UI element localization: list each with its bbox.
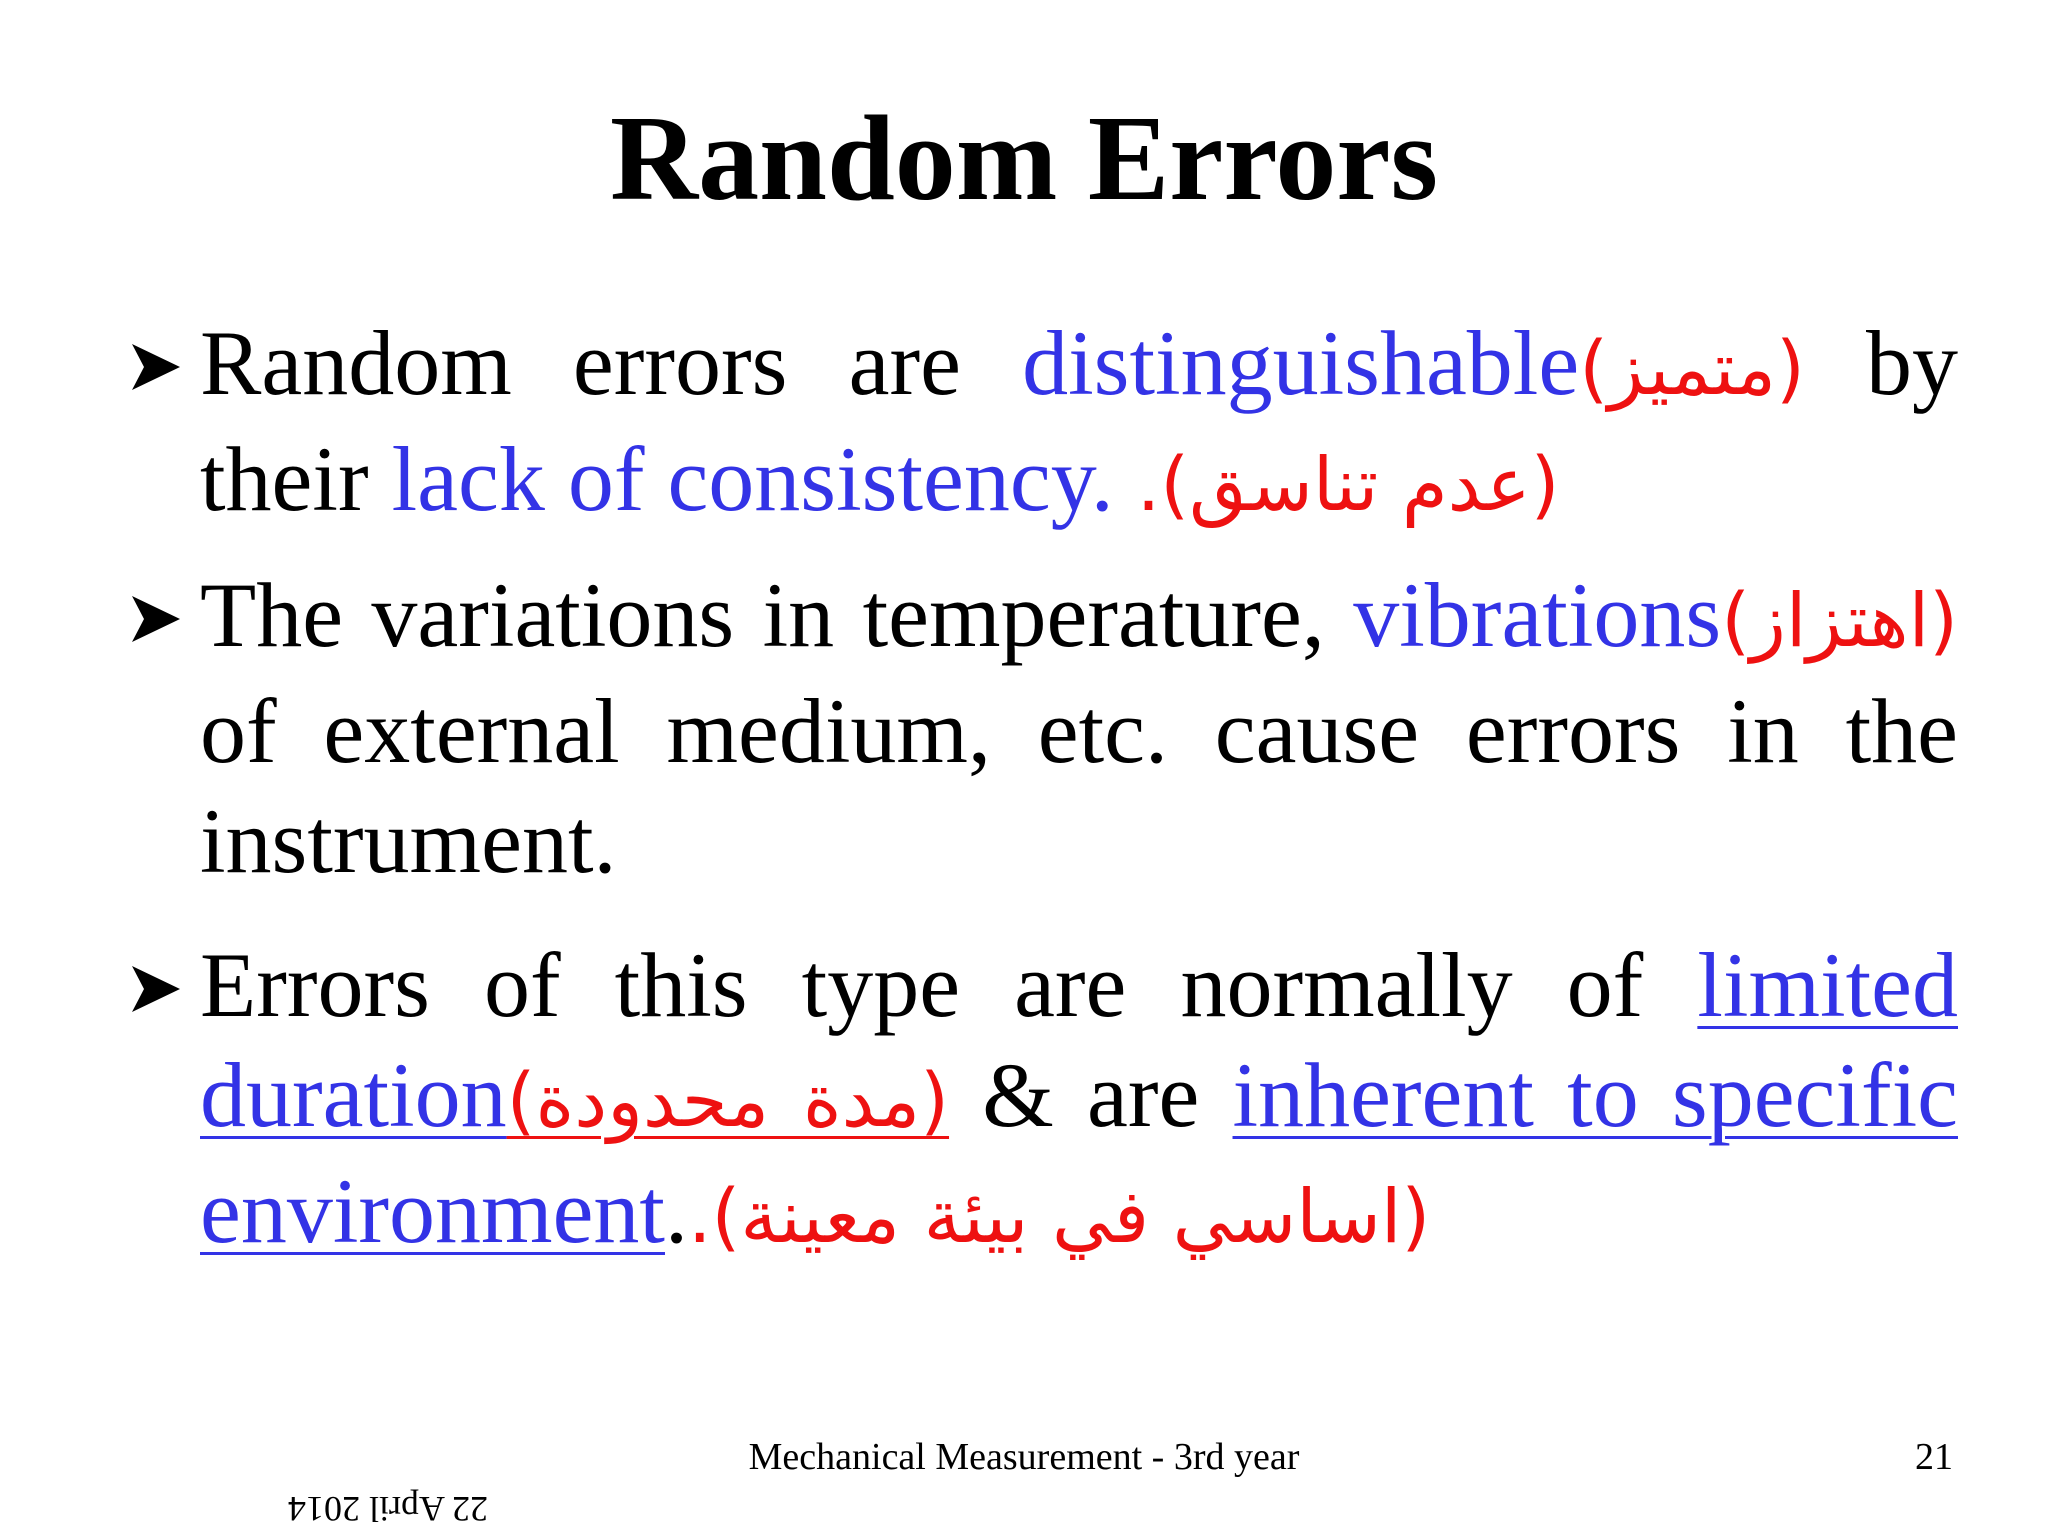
bullet-item [128, 930, 1958, 1272]
bullet-item [128, 308, 1958, 540]
footer-date: 22 April 2014 [288, 1489, 489, 1529]
bullet-text: The variations in temperature, [200, 564, 1354, 666]
bullet-text: Errors of this type are normally of [200, 934, 1698, 1036]
arrowhead-bullet-icon [128, 592, 184, 646]
slide-title: Random Errors [609, 91, 1439, 226]
bullet-text: by their [200, 312, 1959, 530]
bullet-highlight: vibrations [1353, 564, 1722, 666]
arabic-translation: (اساسي في بيئة معينة). [688, 1174, 1431, 1260]
bullet-text: & are [949, 1044, 1233, 1146]
footer-course-title: Mechanical Measurement - 3rd year [748, 1436, 1300, 1478]
page-number: 21 [1915, 1436, 1953, 1478]
arrowhead-bullet-icon [128, 340, 184, 394]
arrowhead-bullet-icon [128, 962, 184, 1016]
bullet-item [128, 560, 1958, 896]
bullet-highlight: limited duration [200, 934, 1958, 1146]
bullet-text: of external medium, etc. cause errors in the instrument. [200, 680, 1958, 892]
arabic-translation: (عدم تناسق). [1136, 442, 1560, 528]
bullet-highlight: lack of consistency. [391, 428, 1137, 530]
bullet-highlight: inherent to specific environment [200, 1044, 1958, 1262]
bullet-text: Random errors are [200, 312, 1023, 414]
arabic-translation: (مدة محدودة) [506, 1058, 950, 1144]
arabic-translation: (متميز) [1579, 326, 1805, 412]
bullet-list [128, 308, 1958, 1272]
arabic-translation: (اهتزاز) [1721, 578, 1958, 664]
bullet-highlight: distinguishable [1022, 312, 1580, 414]
bullet-text: . [665, 1160, 688, 1262]
